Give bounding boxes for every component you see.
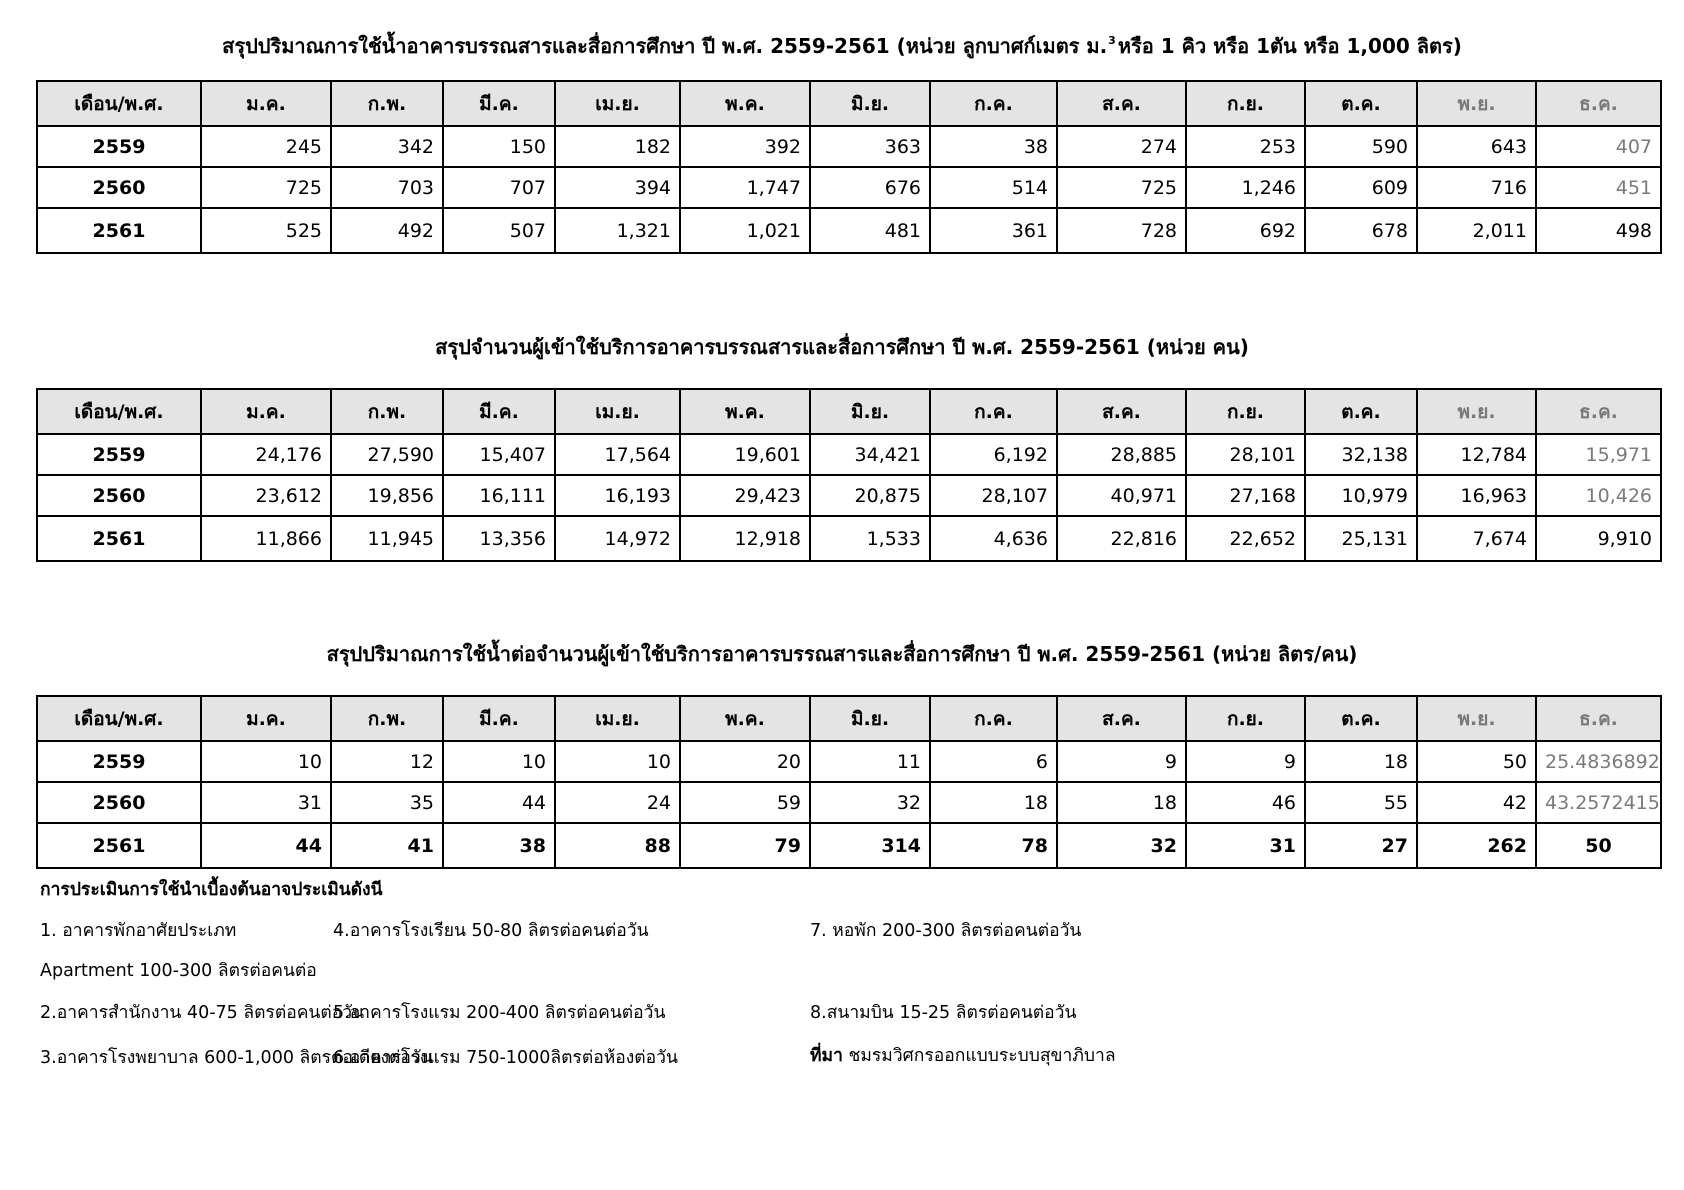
table-cell: 9,910 <box>1536 516 1661 561</box>
column-header-month: พ.ค. <box>680 696 810 741</box>
table-cell: 79 <box>680 823 810 868</box>
source-note <box>810 1045 1116 1067</box>
column-header-month: ส.ค. <box>1057 389 1186 434</box>
table-cell: 31 <box>1186 823 1305 868</box>
note-item-7: 7. หอพัก 200-300 ลิตรต่อคนต่อวัน <box>810 921 1082 941</box>
row-year: 2561 <box>37 516 201 561</box>
note-item-6: 6.อาคารโรงแรม 750-1000ลิตรต่อห้องต่อวัน <box>333 1048 678 1068</box>
note-item-1-line1: 1. อาคารพักอาศัยประเภท <box>40 921 237 941</box>
row-year: 2560 <box>37 167 201 208</box>
table-cell: 9 <box>1057 741 1186 782</box>
table-cell: 15,971 <box>1536 434 1661 475</box>
column-header-month: ม.ค. <box>201 389 331 434</box>
column-header-month: มี.ค. <box>443 389 555 434</box>
table1-title <box>0 28 1684 59</box>
column-header-month: พ.ย. <box>1417 389 1536 434</box>
note-item-8: 8.สนามบิน 15-25 ลิตรต่อคนต่อวัน <box>810 1003 1077 1023</box>
table-cell: 14,972 <box>555 516 680 561</box>
row-year: 2559 <box>37 126 201 167</box>
column-header-month: ก.ค. <box>930 81 1057 126</box>
table-cell: 22,816 <box>1057 516 1186 561</box>
table-cell: 16,193 <box>555 475 680 516</box>
row-year: 2559 <box>37 741 201 782</box>
table-cell: 27,590 <box>331 434 443 475</box>
table-row <box>37 782 1661 823</box>
column-header-month: ก.พ. <box>331 696 443 741</box>
table-cell: 50 <box>1417 741 1536 782</box>
column-header-month: มิ.ย. <box>810 696 930 741</box>
table-cell: 40,971 <box>1057 475 1186 516</box>
table-cell: 361 <box>930 208 1057 253</box>
table-cell: 12,784 <box>1417 434 1536 475</box>
table-cell: 9 <box>1186 741 1305 782</box>
column-header-month: ธ.ค. <box>1536 81 1661 126</box>
table-cell: 2,011 <box>1417 208 1536 253</box>
table-cell: 35 <box>331 782 443 823</box>
column-header-month: เม.ย. <box>555 696 680 741</box>
table-cell: 78 <box>930 823 1057 868</box>
table-cell: 25,131 <box>1305 516 1417 561</box>
table-cell: 407 <box>1536 126 1661 167</box>
note-item-1-line2: Apartment 100-300 ลิตรต่อคนต่อ <box>40 961 317 981</box>
table-cell: 23,612 <box>201 475 331 516</box>
row-year: 2560 <box>37 475 201 516</box>
table-row <box>37 741 1661 782</box>
table-cell: 16,963 <box>1417 475 1536 516</box>
table-cell: 25.4836892 <box>1536 741 1661 782</box>
table-cell: 19,601 <box>680 434 810 475</box>
table-cell: 7,674 <box>1417 516 1536 561</box>
table-row <box>37 823 1661 868</box>
note-item-2: 2.อาคารสำนักงาน 40-75 ลิตรต่อคนต่อวัน <box>40 1003 365 1023</box>
column-header-month: พ.ค. <box>680 81 810 126</box>
table-cell: 38 <box>930 126 1057 167</box>
table-cell: 18 <box>1305 741 1417 782</box>
table1-title-sup: 3 <box>1108 34 1116 47</box>
column-header-month: ส.ค. <box>1057 696 1186 741</box>
table-cell: 692 <box>1186 208 1305 253</box>
table-row <box>37 167 1661 208</box>
table-cell: 1,246 <box>1186 167 1305 208</box>
table-cell: 492 <box>331 208 443 253</box>
column-header-month: ต.ค. <box>1305 696 1417 741</box>
table-cell: 18 <box>1057 782 1186 823</box>
column-header-month: ม.ค. <box>201 81 331 126</box>
notes-heading: การประเมินการใช้นำเบื้องต้นอาจประเมินดังนี <box>40 880 383 900</box>
table-cell: 262 <box>1417 823 1536 868</box>
table-cell: 6,192 <box>930 434 1057 475</box>
header-row <box>37 81 1661 126</box>
table-cell: 392 <box>680 126 810 167</box>
table-cell: 11 <box>810 741 930 782</box>
column-header-month: พ.ค. <box>680 389 810 434</box>
table-cell: 150 <box>443 126 555 167</box>
table-cell: 28,101 <box>1186 434 1305 475</box>
table-cell: 13,356 <box>443 516 555 561</box>
table-cell: 15,407 <box>443 434 555 475</box>
row-year: 2560 <box>37 782 201 823</box>
table-cell: 29,423 <box>680 475 810 516</box>
column-header-month-year: เดือน/พ.ศ. <box>37 696 201 741</box>
table-cell: 20,875 <box>810 475 930 516</box>
table-cell: 46 <box>1186 782 1305 823</box>
column-header-month: มี.ค. <box>443 81 555 126</box>
table-cell: 42 <box>1417 782 1536 823</box>
table-cell: 6 <box>930 741 1057 782</box>
column-header-month: ก.พ. <box>331 389 443 434</box>
table-cell: 12 <box>331 741 443 782</box>
table-cell: 707 <box>443 167 555 208</box>
column-header-month: ก.ย. <box>1186 696 1305 741</box>
table1-title-tail: หรือ 1 คิว หรือ 1ตัน หรือ 1,000 ลิตร) <box>1117 34 1462 58</box>
table-cell: 253 <box>1186 126 1305 167</box>
source-text: ชมรมวิศกรออกแบบระบบสุขาภิบาล <box>842 1046 1116 1066</box>
table-cell: 43.2572415 <box>1536 782 1661 823</box>
header-row <box>37 389 1661 434</box>
table-row <box>37 126 1661 167</box>
table-cell: 10 <box>443 741 555 782</box>
visitors-table <box>36 388 1662 562</box>
table-cell: 32 <box>1057 823 1186 868</box>
table-cell: 27,168 <box>1186 475 1305 516</box>
note-item-3: 3.อาคารโรงพยาบาล 600-1,000 ลิตรต่อเตียงต่อวัน <box>40 1048 433 1068</box>
row-year: 2561 <box>37 208 201 253</box>
table-cell: 725 <box>201 167 331 208</box>
table2-title: สรุปจำนวนผู้เข้าใช้บริการอาคารบรรณสารและสื่อการศึกษา ปี พ.ศ. 2559-2561 (หน่วย คน) <box>435 335 1249 359</box>
table-cell: 24 <box>555 782 680 823</box>
table-cell: 1,321 <box>555 208 680 253</box>
table-cell: 678 <box>1305 208 1417 253</box>
column-header-month: มี.ค. <box>443 696 555 741</box>
table-cell: 27 <box>1305 823 1417 868</box>
table-cell: 18 <box>930 782 1057 823</box>
water-usage-table <box>36 80 1662 254</box>
table-cell: 59 <box>680 782 810 823</box>
table-cell: 314 <box>810 823 930 868</box>
table-cell: 32 <box>810 782 930 823</box>
column-header-month: ก.พ. <box>331 81 443 126</box>
table-cell: 609 <box>1305 167 1417 208</box>
column-header-month: เม.ย. <box>555 389 680 434</box>
table-cell: 28,107 <box>930 475 1057 516</box>
table-cell: 10,979 <box>1305 475 1417 516</box>
column-header-month: ก.ย. <box>1186 81 1305 126</box>
column-header-month: มิ.ย. <box>810 81 930 126</box>
column-header-month: ธ.ค. <box>1536 696 1661 741</box>
column-header-month: ก.ค. <box>930 389 1057 434</box>
table-cell: 31 <box>201 782 331 823</box>
table-cell: 451 <box>1536 167 1661 208</box>
table-row <box>37 475 1661 516</box>
source-label: ที่มา <box>810 1046 843 1066</box>
table-cell: 24,176 <box>201 434 331 475</box>
column-header-month: เม.ย. <box>555 81 680 126</box>
table-cell: 11,945 <box>331 516 443 561</box>
table-cell: 41 <box>331 823 443 868</box>
table-cell: 363 <box>810 126 930 167</box>
table-cell: 44 <box>201 823 331 868</box>
column-header-month: ส.ค. <box>1057 81 1186 126</box>
table-cell: 342 <box>331 126 443 167</box>
table-cell: 716 <box>1417 167 1536 208</box>
table-cell: 4,636 <box>930 516 1057 561</box>
table-cell: 20 <box>680 741 810 782</box>
table-cell: 17,564 <box>555 434 680 475</box>
table-cell: 19,856 <box>331 475 443 516</box>
table-cell: 34,421 <box>810 434 930 475</box>
table-cell: 514 <box>930 167 1057 208</box>
table-cell: 245 <box>201 126 331 167</box>
table-cell: 481 <box>810 208 930 253</box>
table-row <box>37 208 1661 253</box>
column-header-month: พ.ย. <box>1417 696 1536 741</box>
table-cell: 1,533 <box>810 516 930 561</box>
column-header-month: ม.ค. <box>201 696 331 741</box>
table-cell: 16,111 <box>443 475 555 516</box>
table-cell: 28,885 <box>1057 434 1186 475</box>
table-cell: 703 <box>331 167 443 208</box>
table-cell: 10,426 <box>1536 475 1661 516</box>
note-item-5: 5.อาคารโรงแรม 200-400 ลิตรต่อคนต่อวัน <box>333 1003 666 1023</box>
column-header-month: ก.ค. <box>930 696 1057 741</box>
table-cell: 1,747 <box>680 167 810 208</box>
column-header-month: มิ.ย. <box>810 389 930 434</box>
column-header-month: พ.ย. <box>1417 81 1536 126</box>
column-header-month: ก.ย. <box>1186 389 1305 434</box>
table-cell: 182 <box>555 126 680 167</box>
table-cell: 1,021 <box>680 208 810 253</box>
table1-title-main: สรุปปริมาณการใช้น้ำอาคารบรรณสารและสื่อการศึกษา ปี พ.ศ. 2559-2561 (หน่วย ลูกบาศก์เมตร ม. <box>222 34 1108 58</box>
table-cell: 676 <box>810 167 930 208</box>
table-cell: 728 <box>1057 208 1186 253</box>
table-cell: 394 <box>555 167 680 208</box>
table-cell: 10 <box>555 741 680 782</box>
column-header-month-year: เดือน/พ.ศ. <box>37 81 201 126</box>
column-header-month: ต.ค. <box>1305 389 1417 434</box>
table-cell: 50 <box>1536 823 1661 868</box>
table-cell: 10 <box>201 741 331 782</box>
table-cell: 725 <box>1057 167 1186 208</box>
table-cell: 22,652 <box>1186 516 1305 561</box>
row-year: 2561 <box>37 823 201 868</box>
table-cell: 12,918 <box>680 516 810 561</box>
note-item-4: 4.อาคารโรงเรียน 50-80 ลิตรต่อคนต่อวัน <box>333 921 649 941</box>
table-row <box>37 516 1661 561</box>
row-year: 2559 <box>37 434 201 475</box>
table-cell: 38 <box>443 823 555 868</box>
table-cell: 507 <box>443 208 555 253</box>
table-cell: 88 <box>555 823 680 868</box>
table-cell: 32,138 <box>1305 434 1417 475</box>
table-cell: 498 <box>1536 208 1661 253</box>
table-row <box>37 434 1661 475</box>
column-header-month: ต.ค. <box>1305 81 1417 126</box>
table-cell: 590 <box>1305 126 1417 167</box>
table-cell: 11,866 <box>201 516 331 561</box>
table-cell: 274 <box>1057 126 1186 167</box>
column-header-month: ธ.ค. <box>1536 389 1661 434</box>
header-row <box>37 696 1661 741</box>
column-header-month-year: เดือน/พ.ศ. <box>37 389 201 434</box>
table-cell: 525 <box>201 208 331 253</box>
table-cell: 44 <box>443 782 555 823</box>
water-per-person-table <box>36 695 1662 869</box>
table-cell: 55 <box>1305 782 1417 823</box>
table3-title: สรุปปริมาณการใช้น้ำต่อจำนวนผู้เข้าใช้บริการอาคารบรรณสารและสื่อการศึกษา ปี พ.ศ. 2559-2561 (หน่วย ลิตร/คน) <box>326 642 1358 666</box>
table-cell: 643 <box>1417 126 1536 167</box>
